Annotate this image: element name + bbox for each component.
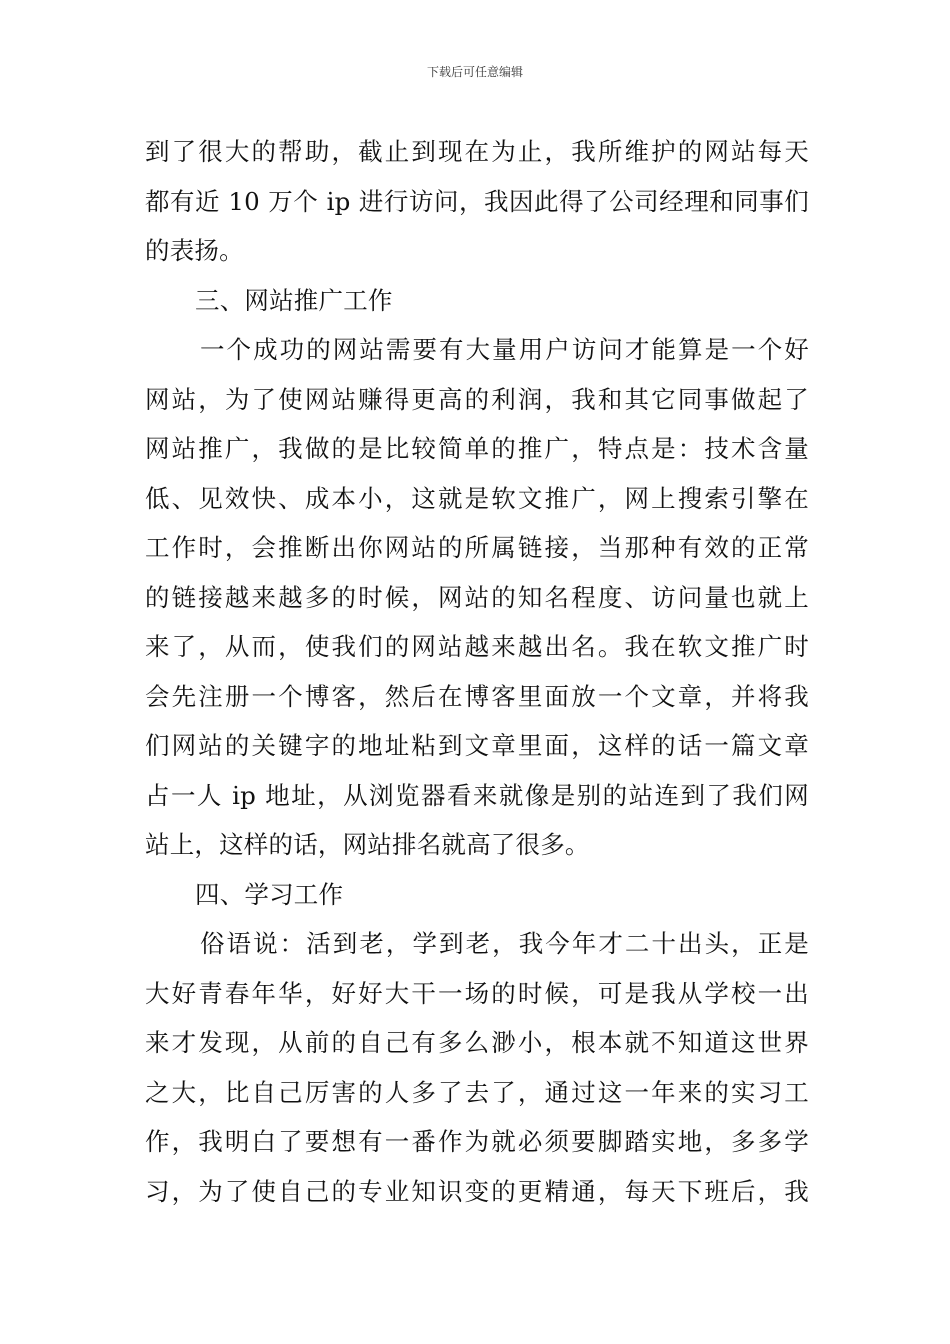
text-line: 作，我明白了要想有一番作为就必须要脚踏实地，多多学: [145, 1127, 809, 1156]
text-line: 的表扬。: [145, 236, 244, 265]
text-line: 俗语说：活到老，学到老，我今年才二十出头，正是: [200, 929, 809, 958]
text-line: 都有近 10 万个 ip 进行访问，我因此得了公司经理和同事们: [145, 186, 809, 216]
document-body: [145, 127, 809, 1216]
text-line: 会先注册一个博客，然后在博客里面放一个文章，并将我: [145, 681, 809, 711]
text-line: 网站推广，我做的是比较简单的推广，特点是：技术含量: [145, 434, 809, 463]
text-line: 大好青春年华，好好大干一场的时候，可是我从学校一出: [145, 978, 809, 1008]
text-line: 一个成功的网站需要有大量用户访问才能算是一个好: [200, 335, 809, 364]
text-line: 到了很大的帮助，截止到现在为止，我所维护的网站每天: [145, 137, 809, 166]
text-line: 之大，比自己厉害的人多了去了，通过这一年来的实习工: [145, 1077, 809, 1107]
text-line: 工作时，会推断出你网站的所属链接，当那种有效的正常: [145, 533, 809, 562]
page-header: 下载后可任意编辑: [426, 65, 523, 79]
section-heading: 三、网站推广工作: [195, 285, 393, 315]
text-line: 习，为了使自己的专业知识变的更精通，每天下班后，我: [145, 1176, 809, 1206]
text-line: 们网站的关键字的地址粘到文章里面，这样的话一篇文章: [145, 731, 809, 760]
text-line: 站上，这样的话，网站排名就高了很多。: [145, 830, 590, 859]
text-line: 的链接越来越多的时候，网站的知名程度、访问量也就上: [145, 582, 809, 612]
text-line: 占一人 ip 地址，从浏览器看来就像是别的站连到了我们网: [145, 780, 809, 810]
text-line: 来了，从而，使我们的网站越来越出名。我在软文推广时: [145, 632, 809, 661]
text-line: 网站，为了使网站赚得更高的利润，我和其它同事做起了: [145, 384, 809, 414]
text-line: 低、见效快、成本小，这就是软文推广，网上搜索引擎在: [145, 483, 809, 513]
section-heading: 四、学习工作: [195, 879, 344, 909]
text-line: 来才发现，从前的自己有多么渺小，根本就不知道这世界: [145, 1028, 809, 1057]
